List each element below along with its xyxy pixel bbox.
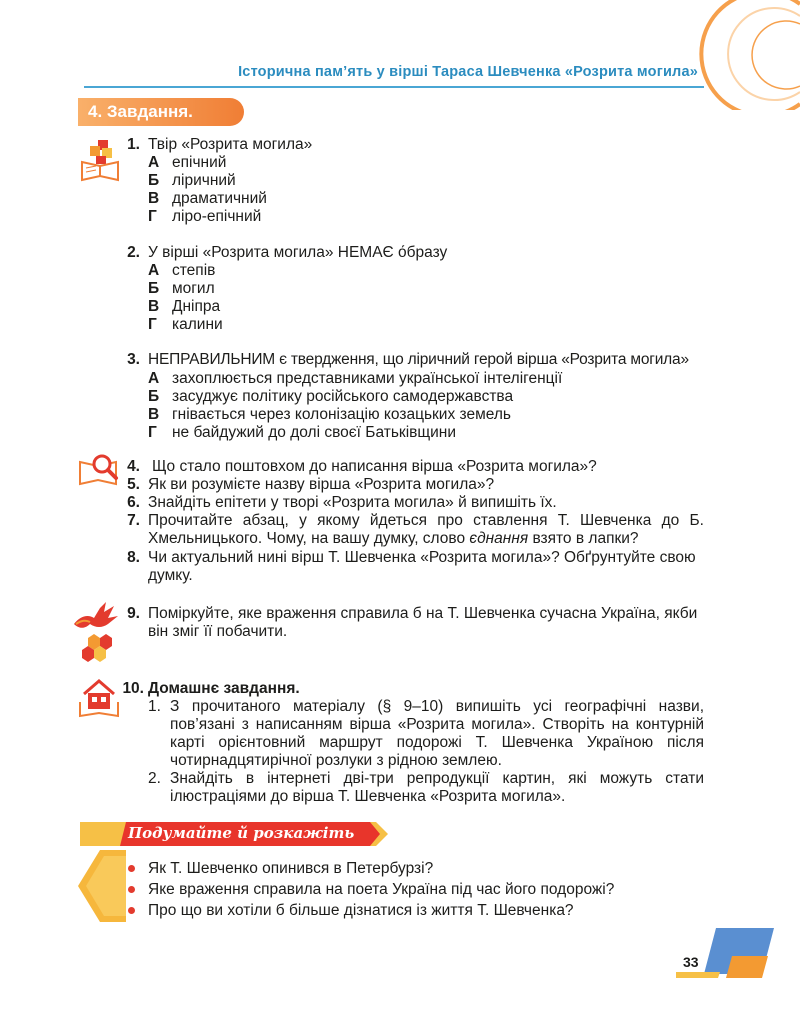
question-3-text: НЕПРАВИЛЬНИМ є твердження, що ліричний герой вірша «Розрита могила» bbox=[148, 351, 689, 368]
question-5-number: 5. bbox=[127, 476, 140, 493]
homework-item-2-number: 2. bbox=[148, 770, 161, 787]
discussion-item: Про що ви хотіли б більше дізнатися із життя Т. Шевченка? bbox=[126, 900, 614, 921]
question-6-text: Знайдіть епітети у творі «Розрита могила» й випишіть їх. bbox=[148, 494, 557, 511]
question-6-number: 6. bbox=[127, 494, 140, 511]
homework-item-2-text: Знайдіть в інтернеті дві-три репродукції картин, які можуть стати ілюстраціями до вірша Т. Шевченка «Розрита могила». bbox=[170, 770, 704, 805]
homework-title: Домашнє завдання. bbox=[148, 680, 300, 697]
question-2-number: 2. bbox=[127, 244, 140, 261]
q1-option-b: Б ліричний bbox=[148, 172, 236, 189]
question-2-text: У вірші «Розрита могила» НЕМАЄ о́бразу bbox=[148, 244, 448, 261]
discussion-item: Яке враження справила на поета Україна під час його подорожі? bbox=[126, 879, 614, 900]
q2-option-c: В Дніпра bbox=[148, 298, 221, 315]
hexagon-decoration bbox=[78, 850, 126, 922]
q1-option-c: В драматичний bbox=[148, 190, 267, 207]
section-title: 4. Завдання. bbox=[78, 98, 244, 126]
q2-option-d: Г калини bbox=[148, 316, 223, 333]
page-number: 33 bbox=[683, 954, 699, 970]
question-1-number: 1. bbox=[127, 136, 140, 153]
discussion-list bbox=[126, 858, 614, 921]
winged-hand-icon bbox=[70, 598, 122, 666]
q3-option-c: В гнівається через колонізацію козацьких земель bbox=[148, 406, 511, 423]
discussion-title: Подумайте й розкажіть bbox=[128, 824, 355, 842]
q3-option-a: А захоплюється представниками української інтелігенції bbox=[148, 370, 563, 387]
homework-item-1-text: З прочитаного матеріалу (§ 9–10) випишіть усі географічні назви, пов’язані з написанням вірша «Розрита могила». Створіть на контурній карті орієнтовний маршрут подорожі Т. Шевченка Україною після чотирнадцятирічної розлуки з рідною землею. bbox=[170, 698, 704, 769]
q2-option-a: А степів bbox=[148, 262, 216, 279]
question-9-number: 9. bbox=[127, 605, 140, 622]
question-10-number: 10. bbox=[122, 680, 144, 697]
question-7-number: 7. bbox=[127, 512, 140, 529]
q1-option-d: Г ліро-епічний bbox=[148, 208, 262, 225]
q3-option-d: Г не байдужий до долі своєї Батьківщини bbox=[148, 424, 457, 441]
question-9-text: Поміркуйте, яке враження справила б на Т. Шевченка сучасна Україна, якби він зміг її побачити. bbox=[148, 605, 698, 640]
q2-option-b: Б могил bbox=[148, 280, 215, 297]
running-head: Історична пам’ять у вірші Тараса Шевченка «Розрита могила» bbox=[238, 64, 698, 80]
question-1-text: Твір «Розрита могила» bbox=[148, 136, 313, 153]
question-4-text: Що стало поштовхом до написання вірша «Розрита могила»? bbox=[152, 458, 597, 475]
question-4-number: 4. bbox=[127, 458, 140, 475]
corner-arcs-decoration bbox=[640, 0, 800, 110]
q3-option-b: Б засуджує політику російського самодержавства bbox=[148, 388, 514, 405]
discussion-item: Як Т. Шевченко опинився в Петербурзі? bbox=[126, 858, 614, 879]
question-8-number: 8. bbox=[127, 549, 140, 566]
question-8-text: Чи актуальний нині вірш Т. Шевченка «Розрита могила»? Обґрунтуйте свою думку. bbox=[148, 549, 696, 584]
q1-option-a: А епічний bbox=[148, 154, 227, 171]
question-5-text: Як ви розумієте назву вірша «Розрита могила»? bbox=[148, 476, 495, 493]
question-3-number: 3. bbox=[127, 351, 140, 368]
question-7-text: Прочитайте абзац, у якому йдеться про ставлення Т. Шевченка до Б. Хмельницького. Чому, на вашу думку, слово єднання взято в лапки? bbox=[148, 512, 704, 547]
homework-item-1-number: 1. bbox=[148, 698, 161, 715]
header-rule bbox=[84, 86, 704, 88]
